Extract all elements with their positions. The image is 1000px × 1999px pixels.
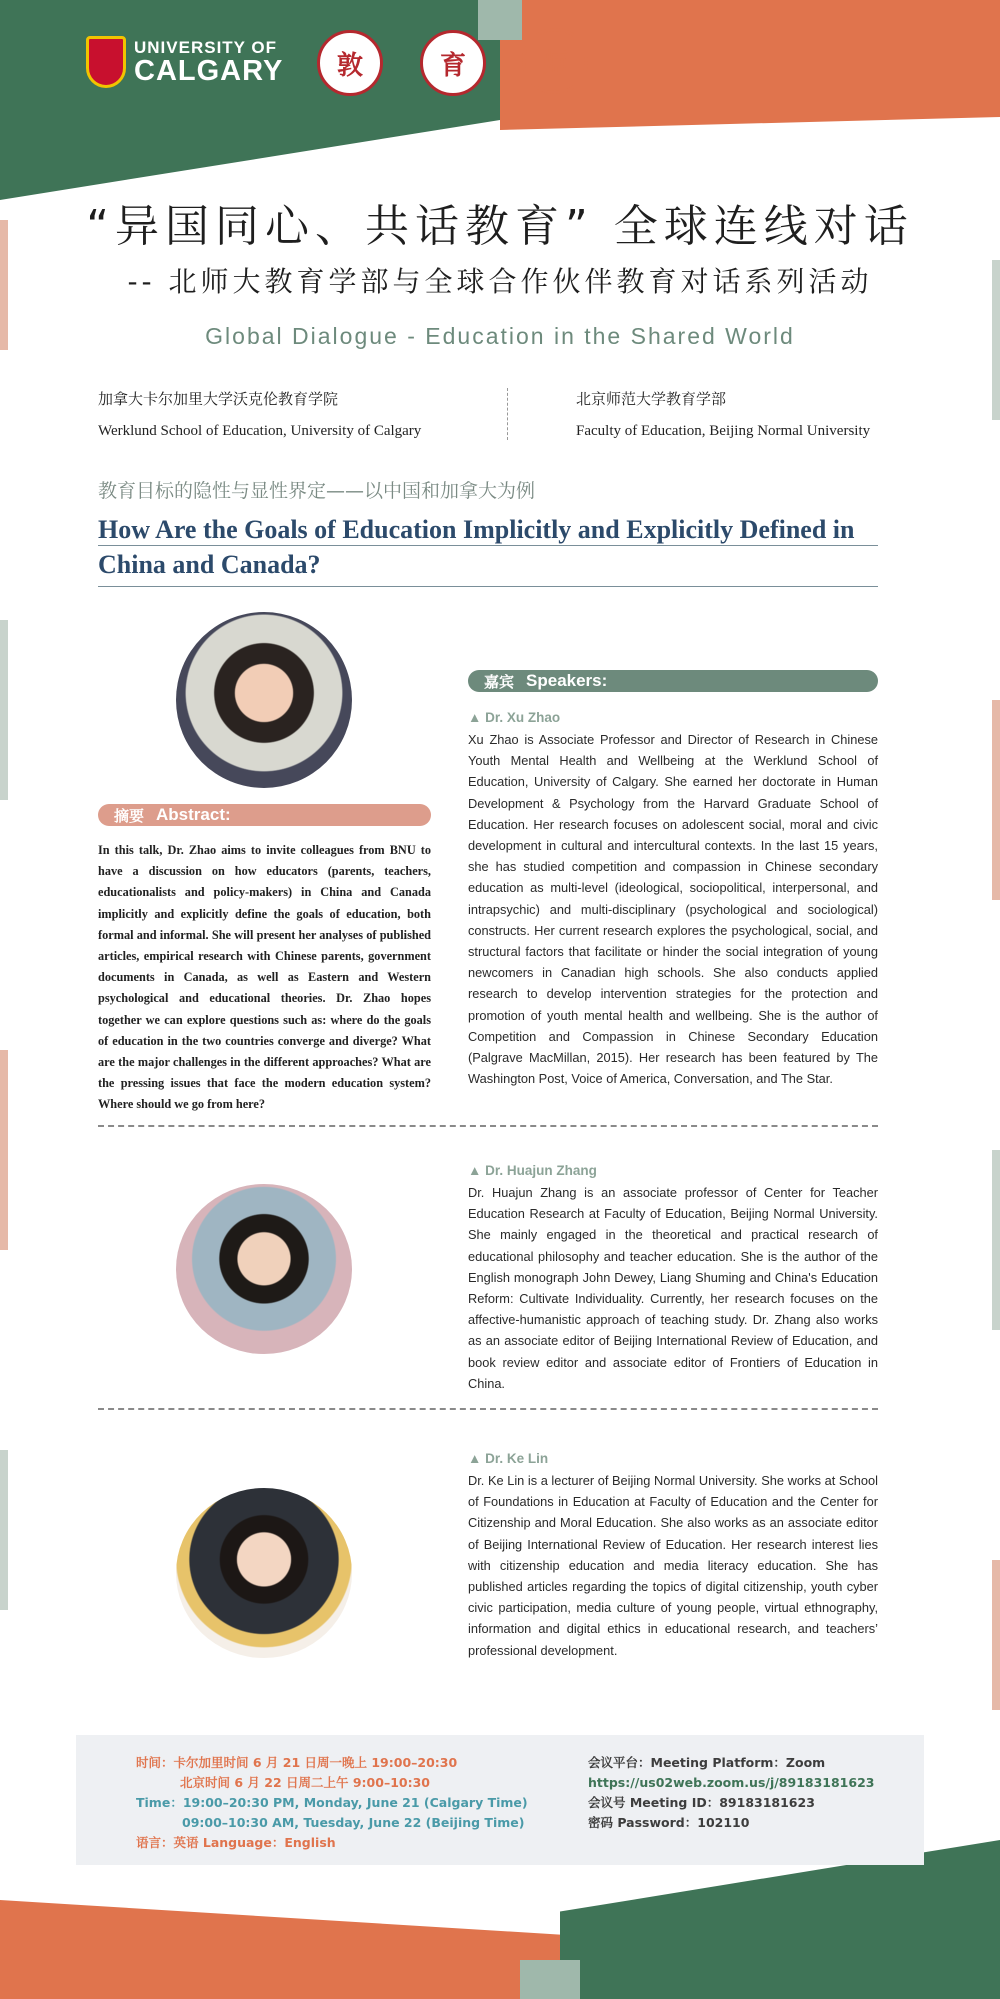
- time-cn-beijing: 北京时间 6 月 22 日周二上午 9:00–10:30: [180, 1775, 430, 1790]
- speakers-label: [468, 670, 878, 692]
- university-of-calgary-logo: [86, 36, 283, 88]
- section-divider: [98, 1408, 878, 1410]
- right-edge-stripe: [992, 1150, 1000, 1330]
- abstract-label: [98, 804, 431, 826]
- ke-lin-photo: [176, 1488, 352, 1658]
- xu-zhao-photo: [176, 612, 352, 788]
- top-grey-accent: [478, 0, 522, 40]
- right-edge-stripe: [992, 1560, 1000, 1710]
- topic-title-cn: 教育目标的隐性与显性界定——以中国和加拿大为例: [98, 480, 536, 502]
- left-edge-stripe: [0, 1450, 8, 1610]
- abstract-label-cn: 摘要: [114, 806, 145, 825]
- bottom-left-orange-band: [0, 1900, 560, 1999]
- top-left-green-band: [0, 0, 500, 200]
- right-edge-stripe: [992, 700, 1000, 900]
- abstract-text: In this talk, Dr. Zhao aims to invite colleagues from BNU to have a discussion on how educators (parents, teachers, educationalists and policy-makers) in China and Canada implicitly and explicitly define the goals of education, both formal and informal. She will present her analyses of published articles, empirical research with Chinese parents, government documents in Canada, as well as Eastern and Western psychological and educational theories. Dr. Zhao hopes together we can explore questions such as: where do the goals of education in the two countries converge and diverge? What are the major challenges in the different approaches? What are the pressing issues that face the modern education system? Where should we go from here?: [98, 843, 431, 1112]
- zoom-link[interactable]: https://us02web.zoom.us/j/89183181623: [588, 1775, 875, 1790]
- org-calgary-cn: 加拿大卡尔加里大学沃克伦教育学院: [98, 390, 339, 408]
- speaker-bio-xu-zhao: Xu Zhao is Associate Professor and Director of Research in Chinese Youth Mental Health and Wellbeing at the Werklund School of Education, University of Calgary. She earned her doctorate in Human Development & Psychology from the Harvard Graduate School of Education. Her research focuses on adolescent social, moral and civic development in cultural and intercultural contexts. In the last 15 years, she has studied competition and compassion in Chinese secondary education as multi-level (ideological, sociopolitical, interpersonal, and intrapsychic) and multi-disciplinary (psychological and sociological) constructs. Her current research explores the psychological, social, and structural factors that facilitate or hinder the social integration of young newcomers in Canadian high schools. She also conducts applied research to develop intervention strategies for the protection and promotion of youth mental health and wellbeing. She is the author of Competition and Compassion in Chinese Secondary Education (Palgrave MacMillan, 2015). Her research has been featured by The Washington Post, Voice of America, Conversation, and The Star.: [468, 732, 878, 1087]
- speakers-label-en: Speakers:: [526, 671, 608, 690]
- logo-line-1: UNIVERSITY OF: [134, 38, 278, 57]
- bnu-international-seal-icon: 育: [420, 30, 486, 96]
- event-time-info: [136, 1753, 528, 1853]
- logo-line-2: CALGARY: [134, 55, 284, 87]
- speaker-name-huajun-zhang: ▲ Dr. Huajun Zhang: [468, 1163, 597, 1178]
- left-edge-stripe: [0, 620, 8, 800]
- topic-rule-bottom: [98, 586, 878, 587]
- time-en-calgary: Time：19:00–20:30 PM, Monday, June 21 (Calgary Time): [136, 1795, 528, 1810]
- calgary-crest-icon: [86, 36, 126, 88]
- meeting-id: 会议号 Meeting ID：89183181623: [588, 1795, 815, 1810]
- meeting-password: 密码 Password：102110: [588, 1815, 750, 1830]
- section-divider: [98, 1125, 878, 1127]
- abstract-label-en: Abstract:: [156, 805, 231, 824]
- org-bnu-cn: 北京师范大学教育学部: [576, 390, 727, 408]
- beijing-normal-university-seal-icon: 师: [522, 28, 588, 94]
- org-bnu-en: Faculty of Education, Beijing Normal University: [576, 423, 871, 439]
- speaker-bio-huajun-zhang: Dr. Huajun Zhang is an associate professor of Center for Teacher Education Research at Faculty of Education, Beijing Normal University. She mainly engaged in the theoretical and practical research of educational philosophy and teacher education. She is the author of the English monograph John Dewey, Liang Shuming and China's Education Reform: Cultivate Individuality. Currently, her research focuses on the affective-humanistic approach of teaching study. Dr. Zhang also works as an associate editor of Beijing International Review of Education, and book review editor and associate editor of Frontiers of Education in China.: [468, 1185, 878, 1391]
- topic-title-en: How Are the Goals of Education Implicitly and Explicitly Defined in China and Canada?: [98, 515, 855, 579]
- time-en-beijing: 09:00–10:30 AM, Tuesday, June 22 (Beijing Time): [182, 1815, 525, 1830]
- speaker-bio-ke-lin: Dr. Ke Lin is a lecturer of Beijing Normal University. She works at School of Foundations in Education at Faculty of Education and the Center for Citizenship and Moral Education. She also works as an associate editor of Beijing International Review of Education. Her research interest lies with citizenship education and media literacy education. She has published articles regarding the topics of digital citizenship, youth cyber civic participation, media culture of young people, virtual ethnography, information and digital ethics in educational research, and teachers’ professional development.: [468, 1473, 878, 1658]
- speakers-label-cn: 嘉宾: [484, 672, 515, 691]
- subtitle-cn: -- 北师大教育学部与全球合作伙伴教育对话系列活动: [127, 265, 873, 298]
- language-info: 语言：英语 Language：English: [136, 1835, 336, 1850]
- huajun-zhang-photo: [176, 1184, 352, 1354]
- main-title-en: Global Dialogue - Education in the Shared World: [205, 323, 795, 349]
- left-edge-stripe: [0, 1050, 8, 1250]
- main-title-cn: “异国同心、共话教育” 全球连线对话: [86, 201, 914, 252]
- time-cn-calgary: 时间：卡尔加里时间 6 月 21 日周一晚上 19:00–20:30: [136, 1755, 458, 1770]
- speaker-name-ke-lin: ▲ Dr. Ke Lin: [468, 1451, 549, 1466]
- org-calgary: [98, 388, 421, 440]
- org-divider: [507, 388, 508, 440]
- bnu-education-seal-icon: 敦: [317, 30, 383, 96]
- meeting-platform: 会议平台：Meeting Platform：Zoom: [588, 1755, 826, 1770]
- bottom-grey-accent: [520, 1960, 580, 1999]
- org-bnu: [576, 388, 870, 440]
- speaker-name-xu-zhao: ▲ Dr. Xu Zhao: [468, 710, 561, 725]
- org-calgary-en: Werklund School of Education, University of Calgary: [98, 423, 422, 439]
- event-platform-info: [588, 1753, 874, 1833]
